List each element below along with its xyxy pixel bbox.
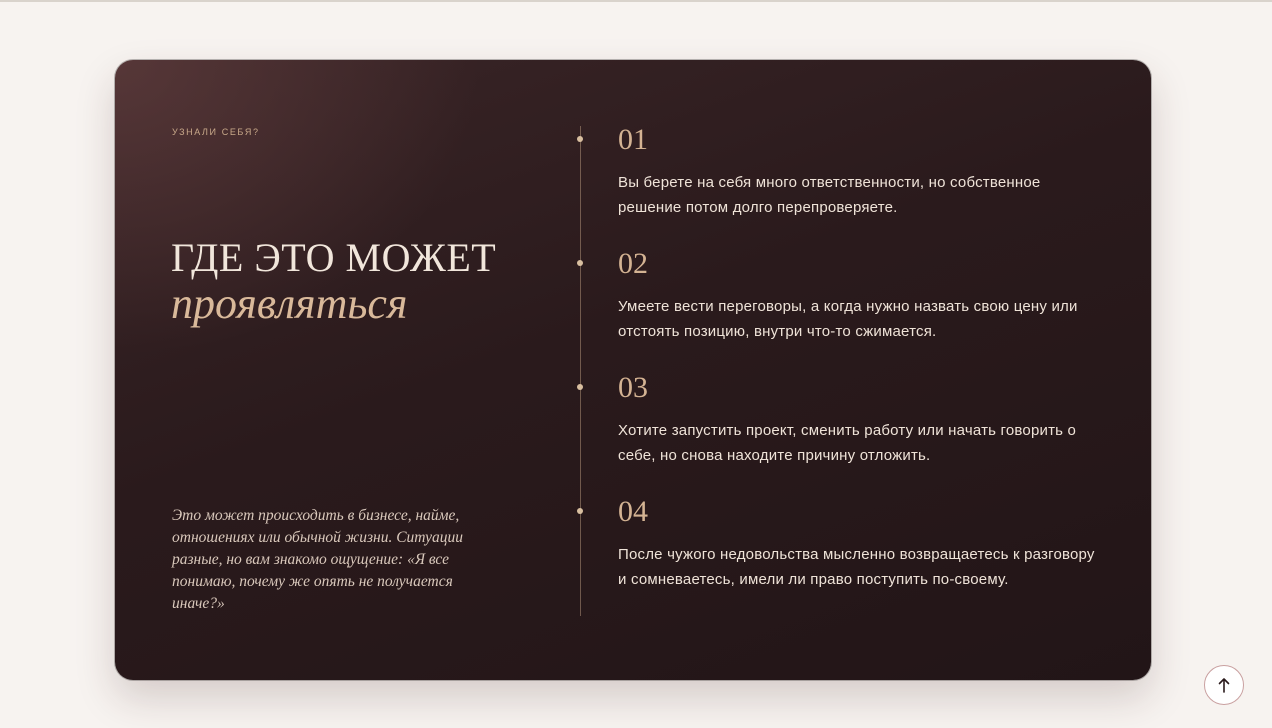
timeline-dot xyxy=(577,508,583,514)
timeline-dot xyxy=(577,136,583,142)
section-eyebrow: УЗНАЛИ СЕБЯ? xyxy=(172,127,260,137)
item-number: 01 xyxy=(618,123,648,156)
section-title xyxy=(171,235,497,328)
timeline-item xyxy=(618,370,1098,468)
item-text: Хотите запустить проект, сменить работу или начать говорить о себе, но снова находите причину отложить. xyxy=(618,422,1077,464)
item-number: 04 xyxy=(618,495,648,528)
scroll-to-top-button[interactable] xyxy=(1204,665,1244,705)
timeline-dot xyxy=(577,260,583,266)
section-note: Это может происходить в бизнесе, найме, отношениях или обычной жизни. Ситуации разные, но вам знакомо ощущение: «Я все понимаю, почему же опять не получается иначе?» xyxy=(172,507,463,612)
item-number: 02 xyxy=(618,247,648,280)
timeline-item xyxy=(618,246,1098,344)
recognition-card xyxy=(115,60,1151,680)
item-text: Вы берете на себя много ответственности, но собственное решение потом долго перепроверяете. xyxy=(618,174,1041,216)
timeline-item xyxy=(618,122,1098,220)
arrow-up-icon xyxy=(1218,677,1230,693)
timeline-dot xyxy=(577,384,583,390)
item-text: После чужого недовольства мысленно возвращаетесь к разговору и сомневаетесь, имели ли право поступить по-своему. xyxy=(618,546,1095,588)
section-title-line1: ГДЕ ЭТО МОЖЕТ xyxy=(171,235,497,280)
top-divider xyxy=(0,0,1272,2)
section-title-line2: проявляться xyxy=(171,279,408,328)
timeline-line xyxy=(580,126,581,616)
item-number: 03 xyxy=(618,371,648,404)
item-text: Умеете вести переговоры, а когда нужно назвать свою цену или отстоять позицию, внутри что-то сжимается. xyxy=(618,298,1078,340)
timeline-item xyxy=(618,494,1098,592)
